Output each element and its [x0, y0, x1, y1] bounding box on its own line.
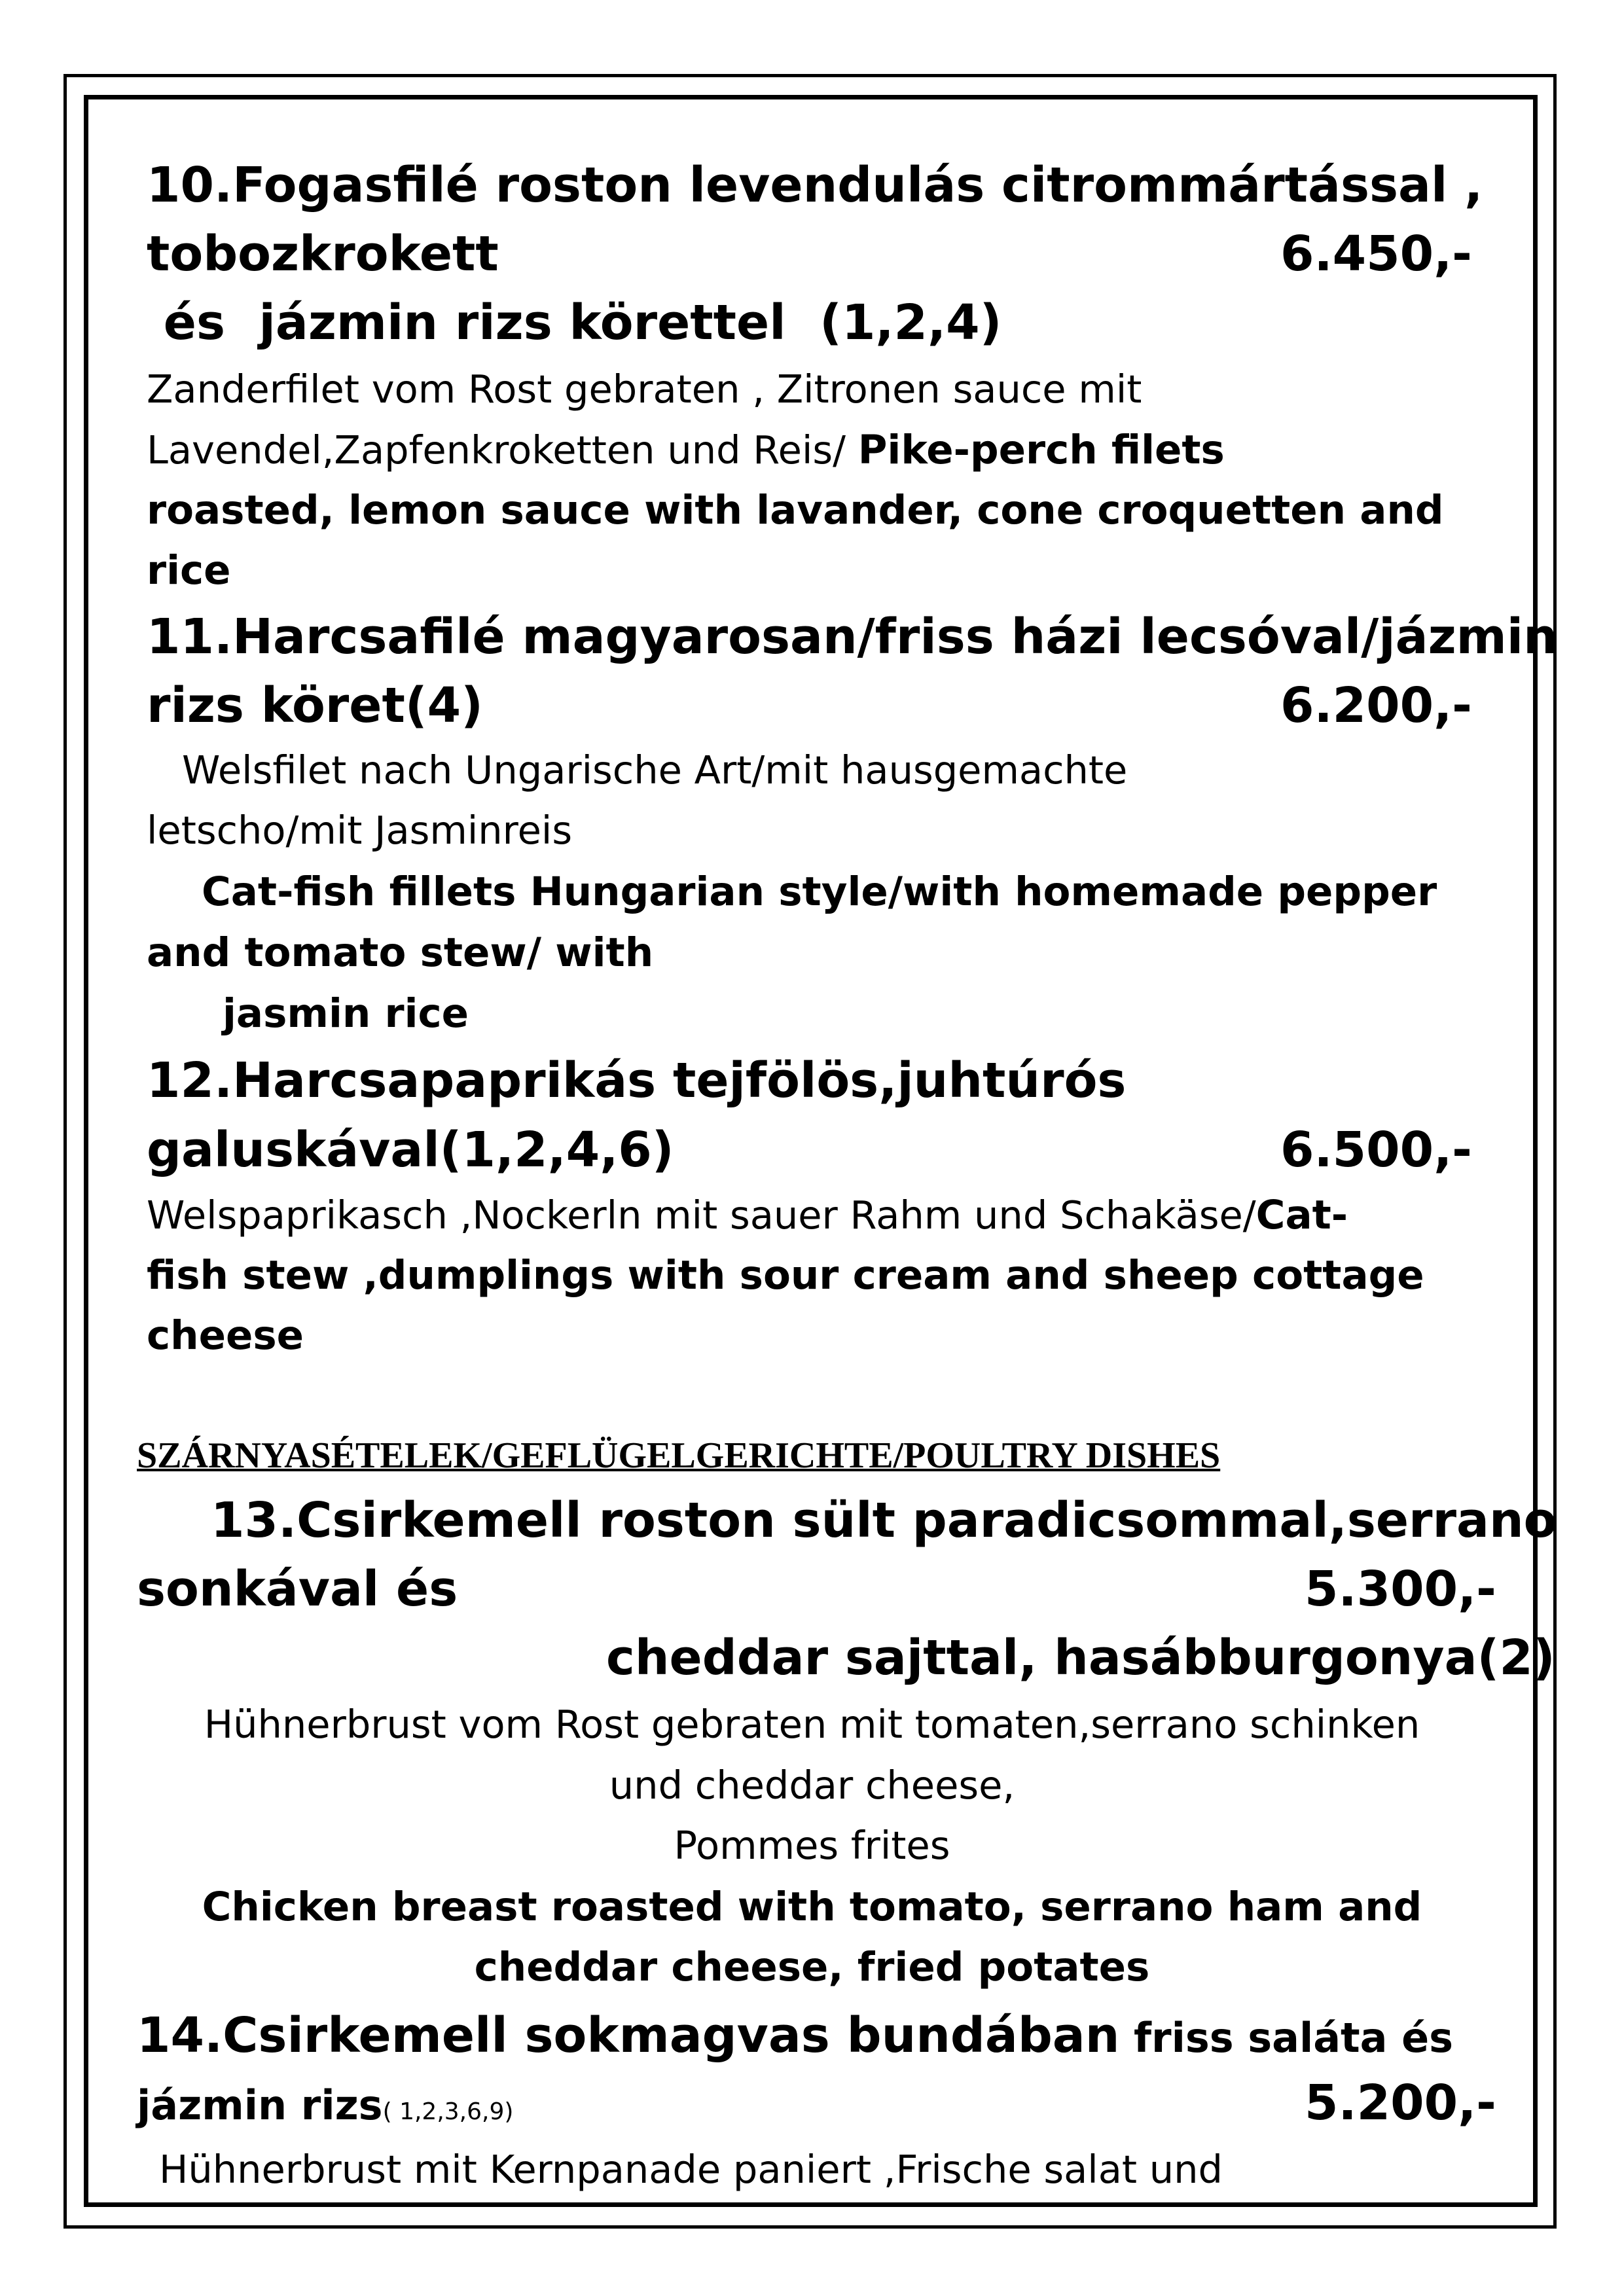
item-12-english-line2: fish stew ,dumplings with sour cream and sheep cottage	[147, 1252, 1424, 1299]
item-12-desc-line1	[147, 1192, 1348, 1238]
item-12-title-line1: 12.Harcsapaprikás tejfölös,juhtúrós	[147, 1052, 1127, 1109]
item-12-german-line1: Welspaprikasch ,Nockerln mit sauer Rahm und Schakäse/	[147, 1193, 1256, 1238]
item-10-title-line2: tobozkrokett	[147, 226, 499, 282]
item-11-english-line2: and tomato stew/ with	[147, 929, 654, 976]
item-10-desc-line2	[147, 427, 1225, 473]
item-13-price: 5.300,-	[1305, 1561, 1496, 1617]
item-14-price: 5.200,-	[1305, 2075, 1496, 2131]
item-10-english-line2: roasted, lemon sauce with lavander, cone croquetten and	[147, 487, 1444, 533]
item-11-german-line1: Welsfilet nach Ungarische Art/mit hausgemachte	[182, 747, 1128, 793]
item-10-german-line2: Lavendel,Zapfenkroketten und Reis/	[147, 427, 858, 473]
item-13-german-line3: Pommes frites	[674, 1823, 950, 1868]
item-13-german-line2: und cheddar cheese,	[609, 1763, 1015, 1808]
item-13-title-line3: cheddar sajttal, hasábburgonya(2)	[606, 1630, 1555, 1686]
item-13-title-line1: 13.Csirkemell roston sült paradicsommal,serrano	[211, 1492, 1557, 1549]
item-13-english-line2: cheddar cheese, fried potates	[474, 1944, 1150, 1990]
item-14-title-rice: jázmin rizs	[137, 2081, 383, 2129]
item-13-title-line2: sonkával és	[137, 1561, 458, 1617]
item-11-title-line1: 11.Harcsafilé magyarosan/friss házi lecsóval/jázmin	[147, 609, 1558, 665]
item-10-english-line3: rice	[147, 547, 231, 594]
item-14-title-side: friss saláta és	[1119, 2014, 1454, 2062]
item-14-title-line1	[137, 2007, 1453, 2064]
item-11-german-line2: letscho/mit Jasminreis	[147, 808, 573, 853]
item-10-german-line1: Zanderfilet vom Rost gebraten , Zitronen sauce mit	[147, 367, 1142, 412]
item-12-title-line2: galuskával(1,2,4,6)	[147, 1122, 674, 1178]
item-14-allergens: ( 1,2,3,6,9)	[382, 2098, 514, 2125]
item-11-english-line1: Cat-fish fillets Hungarian style/with homemade pepper	[202, 869, 1437, 915]
item-11-english-line3: jasmin rice	[223, 990, 469, 1037]
item-13-english-line1: Chicken breast roasted with tomato, serrano ham and	[202, 1884, 1422, 1930]
item-14-title-line2	[137, 2081, 513, 2129]
item-10-title-line1: 10.Fogasfilé roston levendulás citrommártással ,	[147, 157, 1483, 213]
item-12-english-line1: Cat-	[1255, 1192, 1348, 1238]
item-10-price: 6.450,-	[1280, 226, 1472, 282]
item-12-price: 6.500,-	[1280, 1122, 1472, 1178]
item-11-price: 6.200,-	[1280, 677, 1472, 734]
item-11-title-line2: rizs köret(4)	[147, 677, 483, 734]
item-10-title-line3: és jázmin rizs körettel (1,2,4)	[147, 295, 1002, 351]
item-13-german-line1: Hühnerbrust vom Rost gebraten mit tomaten,serrano schinken	[204, 1702, 1420, 1747]
item-14-title-main: 14.Csirkemell sokmagvas bundában	[137, 2007, 1120, 2064]
section-heading-poultry: SZÁRNYASÉTELEK/GEFLÜGELGERICHTE/POULTRY DISHES	[137, 1435, 1221, 1476]
item-10-english-line1: Pike-perch filets	[857, 427, 1225, 473]
item-14-german-line1: Hühnerbrust mit Kernpanade paniert ,Frische salat und	[159, 2147, 1223, 2192]
item-12-english-line3: cheese	[147, 1312, 304, 1359]
